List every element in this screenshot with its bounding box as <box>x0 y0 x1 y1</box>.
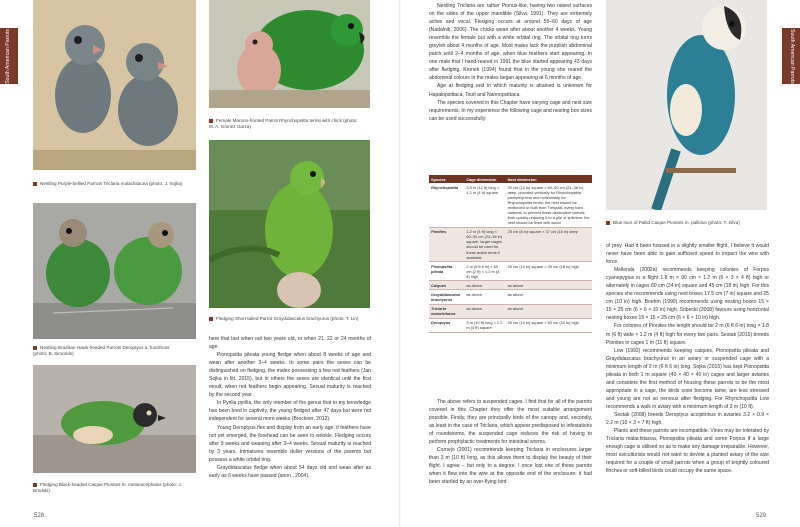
paragraph: here that last when out two years old, or when 21, 22 or 24 months of age. <box>209 336 371 351</box>
table-row: Graydidascalus brachyurus as above as above <box>429 290 592 304</box>
left-page-text-column <box>209 335 371 480</box>
table-row: Rhynchopsitta 3.5 m (12 ft) long × 1.2 m (4 ft) square 30 cm (12 in) square × 60–90 cm (24–36 in) deep, provided vertically for Rhynchopsitta pachyrhyncha and horizontally for Rhynchopsitta terrisi; the nest should be reinforced or built from Tréspalit, every hard material, to prevent these destructive parrots from quickly reducing it to a pile of splinters; the nest should be lined with wood <box>429 183 592 227</box>
paragraph: Cornejo (2001) recommends keeping Triclaria in enclosures larger than 3 m (10 ft) long, as this allows them to display the beauty of their flight. I agree – but only to a degree. I once lost one of these parrots when it flew into the wire at the opposite end of the enclosure; it had been startled by an over-flying bird <box>429 447 592 486</box>
paragraph: For colonies of Pionites the length should be 2 m (6 ft 6 in) long × 1.8 m (6 ft) wide × 1.2 m (4 ft) high for every two pairs. Sestak (2015) breeds Pionites in cages 1 m (11 ft) square. <box>606 323 769 346</box>
photo-black-headed-caique <box>33 365 196 473</box>
paragraph: Nestling Triclaria are rather Pionus-like, having two raised surfaces on the sides of the upper mandible (Silva, 1991). They are extremely active and vocal. Fledging occurs at around 55–60 days of age (Nadalnik, 2006). The chicks wean after about another 4 weeks. Young resemble the female but with a white orbital ring. The orbital ring turns greyish about 4 months of age. Most males lack the purplish abdominal patch until 2–4 months of age, when blue feathers start appearing. In one male that I hand-reared in 1991 the blue started appearing 43 days after fledging. Kronek (1994) found that in the young she reared the abdominal colours in the males began appearing at 6 months of age. <box>429 3 592 82</box>
table-header-nest: Nest dimension <box>506 175 592 183</box>
caption-maroon-fronted: Female Maroon-fronted Parrot Rhynchopsitta terrisi with chick (photo: M. A. Gómez Garza) <box>209 118 358 130</box>
caption-black-headed-caique: Fledging Black-headed Caique Pionites m. melanocephalus (photo: J. Brodski) <box>33 482 182 494</box>
table-header-cage: Cage dimension <box>464 175 505 183</box>
caption-pallid-caique: Blue race of Pallid Caique Pionites m. pallidus (photo: T. Silva) <box>606 220 756 226</box>
page-number-left: 528 <box>34 513 45 519</box>
paragraph: In Pyrilia pyrilia, the only member of the genus that to my knowledge has been bred in captivity, the young fledged after 47 days but were not independent for several more weeks (Brockner, 2012). <box>209 400 371 423</box>
chapter-tab-right: South American Parrots <box>782 28 800 84</box>
page-number-right: 529 <box>755 513 766 519</box>
caption-hawk-headed: Nestling Brazilian Hawk-headed Parrots Deroptyus a. fuscifrons (photo: B. Simonds) <box>33 345 170 357</box>
paragraph: Low (1992) recommends keeping caiques, Pionopsitta pileata and Graydidascalus brachyurus in an aviary or suspended cage with a minimum length of 2 m (6 ft 6 in) long. Sojka (2015) has kept Pionopsitta pileata in both 1 m square (40 × 40 × 40 in) cages and larger aviaries and considers the first method of housing these parrots to be the most appropriate in a cage, the birds soon become tame, are less stressed and young are not so nervous after fledging. For Rhynchopsitta Low recommends a walk in aviary with a minimum length of 3 m (10 ft). <box>606 347 769 410</box>
right-page-text-column-2 <box>606 242 769 475</box>
paragraph: of prey. Had it been housed in a slightly smaller flight, I believe it would never have been able to gain sufficient speed to impact the wire with force. <box>606 243 769 266</box>
right-page-text-column-1-lower <box>429 398 592 487</box>
chapter-tab-left: South American Parrots <box>0 28 18 84</box>
photo-pallid-caique <box>606 0 767 210</box>
paragraph: Sestak (2008) breeds Deroptyus accipitrinus in aviaries 3.2 × 0.9 × 2.2 m (10 × 3 × 7 ft) high. <box>606 411 769 427</box>
paragraph: The species covered in this Chapter have varying cage and nest size requirements. In my experience the following cage and nesting box sizes can be used successfully: <box>429 99 592 122</box>
photo-nestling-purple-bellied-parrots <box>33 0 196 170</box>
caption-short-tailed: Fledging Short-tailed Parrot Graydidascalus brachyurus (photo: T. Lin) <box>209 316 359 322</box>
table-header-species: Species <box>429 175 464 183</box>
cage-nest-dimension-table <box>429 175 592 333</box>
page-gutter <box>399 0 401 527</box>
right-page-text-column-1 <box>429 2 592 123</box>
paragraph: Plants and these parrots are incompatible. Vines may be tolerated by Triclaria malachitacea, Pionopsitta pileata and some Forpus if a large enough cage is utilised so as to make any damage irreparable. However, most aviculturists would not want to devote a planted aviary of the size required for a couple of small parrots when a group of brightly coloured finches or soft-billed birds could occupy the same space. <box>606 428 769 475</box>
table-row: Caiques as above as above <box>429 281 592 290</box>
paragraph: Young Deroptyus flex and display from an early age; if feathers have not yet emerged, the forehead can be seen to wrinkle. Fledging occurs after 9 weeks and weaning after 3–4 weeks. Sexual maturity is reached by 3 years. Immatures resemble duller versions of the parents but possess a white orbital ring. <box>209 424 371 463</box>
paragraph: Graydidascalus fledge when about 54 days old and wean after as early as 6 weeks have passed (anon., 2004). <box>209 464 371 479</box>
photo-maroon-fronted-parrot-with-chick <box>209 0 370 108</box>
paragraph: The above refers to suspended cages. I find that for all of the parrots covered in this Chapter they offer the most suitable arrangement possible. Firstly, they are principally birds of the canopy and, secondly, as least in the case of Triclaria, which appear predisposed to infestations of roundworms, the suspended cage reduces the risk of having to perform prophylactic treatments for intestinal worms. <box>429 399 592 446</box>
table-row: Triclaria malachitacea as above as above <box>429 304 592 318</box>
caption-purple-bellied: Nestling Purple-bellied Parrots Triclaria malachitacea (photo: J. Sojka) <box>33 181 183 187</box>
table-row: Pionites 1.2 m (4 ft) long × 60–90 cm (24–36 in) square; larger cages should be used for these active birds if available 25 cm (8 in) square × 37 cm (15 in) deep <box>429 227 592 261</box>
paragraph: Age at fledging and in which maturity is attained is unknown for Hapalopsittaca, Touit and Nannopsittaca. <box>429 83 592 98</box>
paragraph: Pionopsitta pileata young fledge when about 8 weeks of age and wean after another 3–4 weeks. In some pairs the sexes can be distinguished on fledging, the males possessing a few red feathers (Jan Sojka in litt. 2015), but in others the sexes are identical until the first moult, when red feathers begin appearing. Sexual maturity is reached by the second year. <box>209 352 371 399</box>
table-row: Pionopsitta pileata 2 m (6 ft 6 in) × 60 cm (2 ft) × 1.2 m (4 ft) high 25 cm (10 in) square × 45 cm (18 in) high <box>429 262 592 281</box>
photo-hawk-headed-parrot-nestlings <box>33 203 196 339</box>
paragraph: Mellenda (2002a) recommends keeping colonies of Forpus cyanopygius in a flight 1.8 m × 90 cm × 1.2 m (6 × 3 × 4 ft) high or alternately in cages 60 cm (24 in) square and 45 cm (18 in) high. For this species she recommends using nest boxes 17.5 cm (7 in) square and 25 cm (10 in) high. Boehm (1990) recommends using nesting boxes 15 × 15 × 25 cm (6 × 6 × 10 in) high. Sobecki (2008) favours using horizontal nesting boxes 15 × 15 × 25 cm (6 × 6 × 10 in) high. <box>606 267 769 322</box>
photo-short-tailed-parrot <box>209 140 370 308</box>
table-row: Deroptyus 3 m (10 ft) long × 1.2 m (4 ft) square 25 cm (10 in) square × 60 cm (24 in) high <box>429 318 592 332</box>
table-header-row <box>429 175 592 183</box>
